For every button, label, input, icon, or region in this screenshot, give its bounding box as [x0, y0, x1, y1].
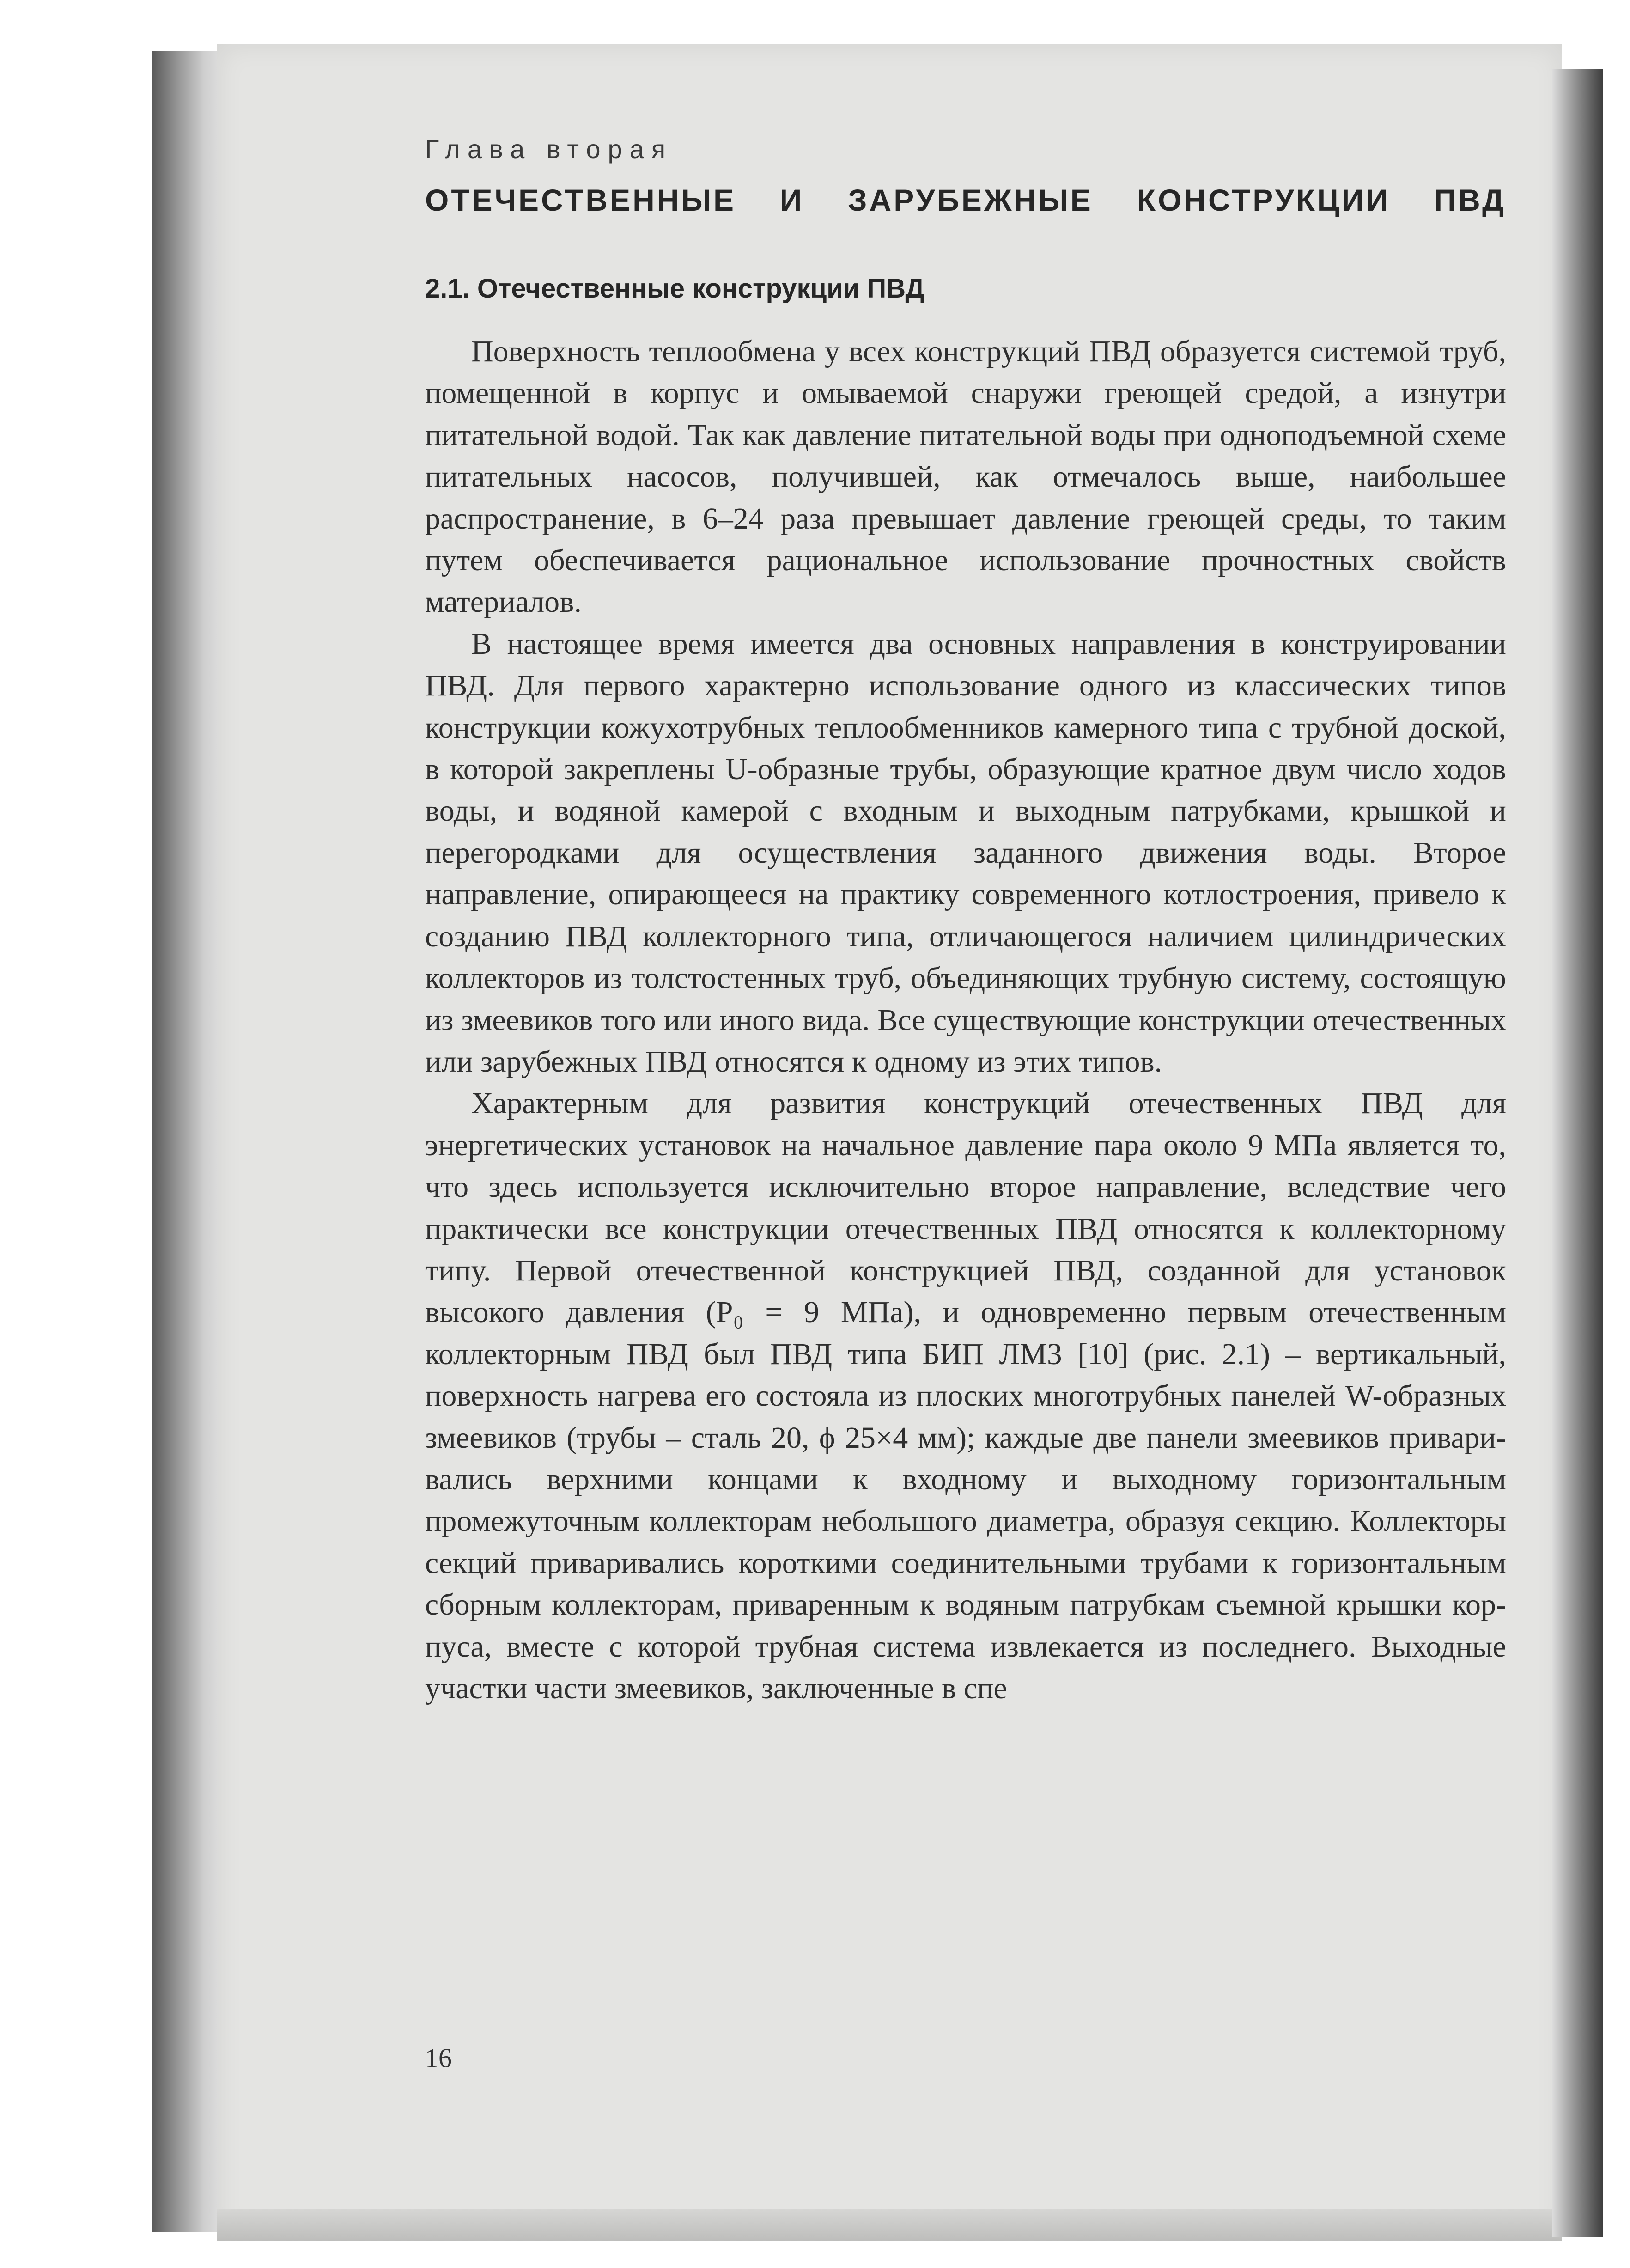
body-paragraph-3: Характерным для развития конструкций отечественных ПВД для энергетических установок на начальное давление пара около 9 МПа является то, что здесь используется исключительно второе направление, вследствие чего практически все конструкции отечественных ПВД относятся к коллекторному типу. Первой отечественной конструкцией ПВД, созданной для установок высокого давления (P₀ = 9 МПа), и одновременно первым отечественным коллекторным ПВД был ПВД типа БИП ЛМЗ [10] (рис. 2.1) – вертикальный, поверхность нагрева его состояла из плоских многотрубных панелей W-образных змеевиков (трубы – сталь 20, ϕ 25×4 мм); каждые две панели змеевиков приваривались верхними концами к входному и выходному горизонтальным промежуточным коллекторам небольшого диаметра, образуя секцию. Коллекторы секций приваривались короткими соединительными трубами к горизонтальным сборным коллекторам, приваренным к водяным патрубкам съемной крышки корпуса, вместе с которой трубная система извлекается из последнего. Выходные участки части змеевиков, заключенные в спе [425, 1086, 1506, 1705]
page-edge-shadow-right [1552, 69, 1603, 2237]
section-heading: 2.1. Отечественные конструкции ПВД [425, 274, 924, 304]
chapter-title: ОТЕЧЕСТВЕННЫЕ И ЗАРУБЕЖНЫЕ КОНСТРУКЦИИ ПВД [425, 183, 1506, 217]
body-paragraph-2: В настоящее время имеется два основных направления в конструировании ПВД. Для первого характерно использование одного из классических типов конструкции кожухотрубных теплообменников камерного типа с трубной доской, в которой закреплены U-образные трубы, образующие кратное двум число ходов воды, и водяной камерой с входным и выходным патрубками, крышкой и перегородками для осуществления заданного движения воды. Второе направление, опирающееся на практику современного котлостроения, привело к созданию ПВД коллекторного типа, отличающегося наличием цилиндрических коллекторов из толстостенных труб, объединяющих трубную систему, состоящую из змеевиков того или иного вида. Все существующие конструкции отечественных или зарубежных ПВД относятся к одному из этих типов. [425, 627, 1506, 1079]
page-content [425, 134, 1506, 1709]
body-paragraph-1: Поверхность теплообмена у всех конструкций ПВД образуется системой труб, помещенной в корпус и омываемой снаружи греющей средой, а изнутри питательной водой. Так как давление питательной воды при одноподъемной схеме питательных насосов, получившей, как отмечалось выше, наибольшее распространение, в 6–24 раза превышает давление греющей среды, то таким путем обеспечивается рациональное использование прочностных свойств материалов. [425, 335, 1506, 619]
page-edge-bottom [217, 2209, 1562, 2241]
chapter-label: Глава вторая [425, 134, 673, 164]
page-number: 16 [425, 2043, 452, 2073]
binding-shadow-left [152, 51, 226, 2232]
